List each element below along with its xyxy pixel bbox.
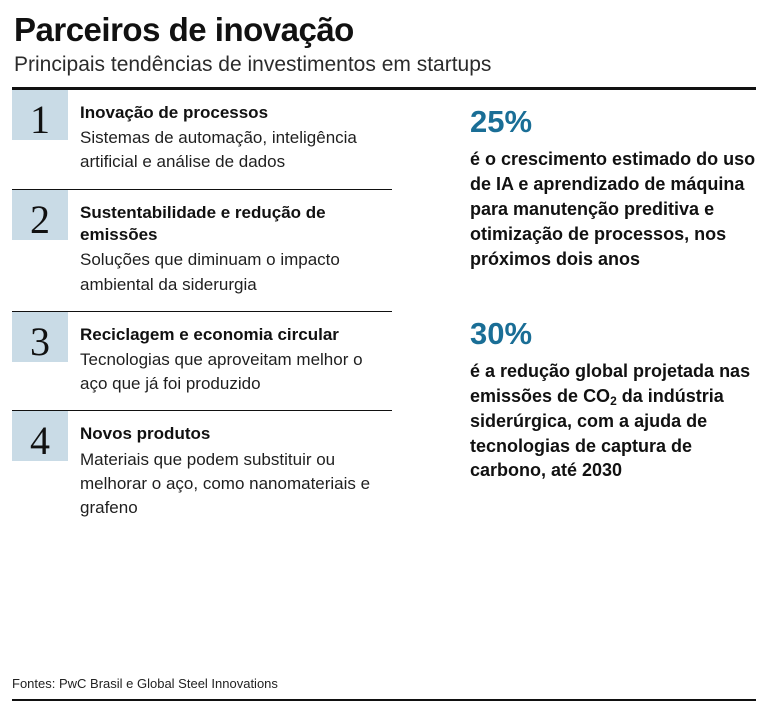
stat-text-before: é o crescimento estimado do uso de IA e aprendizado de máquina para manutenção preditiva e otimização de processos, nos próximos dois anos (470, 149, 756, 269)
item-title: Novos produtos (80, 424, 211, 444)
stat-value: 25% (470, 103, 533, 139)
trend-list (12, 90, 392, 534)
item-title: Sustentabilidade e redução de emissões (80, 202, 326, 244)
stat-description (470, 147, 756, 271)
item-number: 4 (12, 410, 68, 461)
list-item (12, 189, 392, 311)
stat-value: 30% (470, 315, 533, 351)
stat-text-before: é a redução global projetada nas emissões de CO (470, 361, 751, 406)
stat-subscript: 2 (610, 393, 617, 408)
item-description: Soluções que diminuam o impacto ambiental da siderurgia (80, 250, 340, 294)
item-description: Materiais que podem substituir ou melhorar o aço, como nanomateriais e grafeno (80, 449, 371, 517)
source-note: Fontes: PwC Brasil e Global Steel Innovations (12, 676, 278, 691)
item-text (68, 90, 392, 189)
stat-block (470, 103, 756, 272)
stat-block (470, 315, 756, 484)
item-text (68, 311, 392, 411)
page-title: Parceiros de inovação (14, 11, 354, 48)
footer-divider (12, 699, 756, 701)
item-title: Inovação de processos (80, 102, 269, 122)
page-subtitle: Principais tendências de investimentos em startups (14, 52, 492, 76)
stat-description (470, 359, 756, 483)
list-item (12, 311, 392, 411)
item-number: 3 (12, 311, 68, 362)
item-description: Sistemas de automação, inteligência artificial e análise de dados (80, 128, 357, 172)
list-item (12, 90, 392, 189)
list-item (12, 410, 392, 534)
item-text (68, 410, 392, 534)
item-description: Tecnologias que aproveitam melhor o aço que já foi produzido (80, 350, 363, 394)
item-number: 2 (12, 189, 68, 240)
item-text (68, 189, 392, 311)
stat-text-after: da indústria siderúrgica, com a ajuda de tecnologias de captura de carbono, até 2030 (470, 385, 724, 481)
item-title: Reciclagem e economia circular (80, 324, 339, 344)
stats-column (392, 90, 756, 534)
content-area (12, 90, 756, 534)
item-number: 1 (12, 90, 68, 140)
